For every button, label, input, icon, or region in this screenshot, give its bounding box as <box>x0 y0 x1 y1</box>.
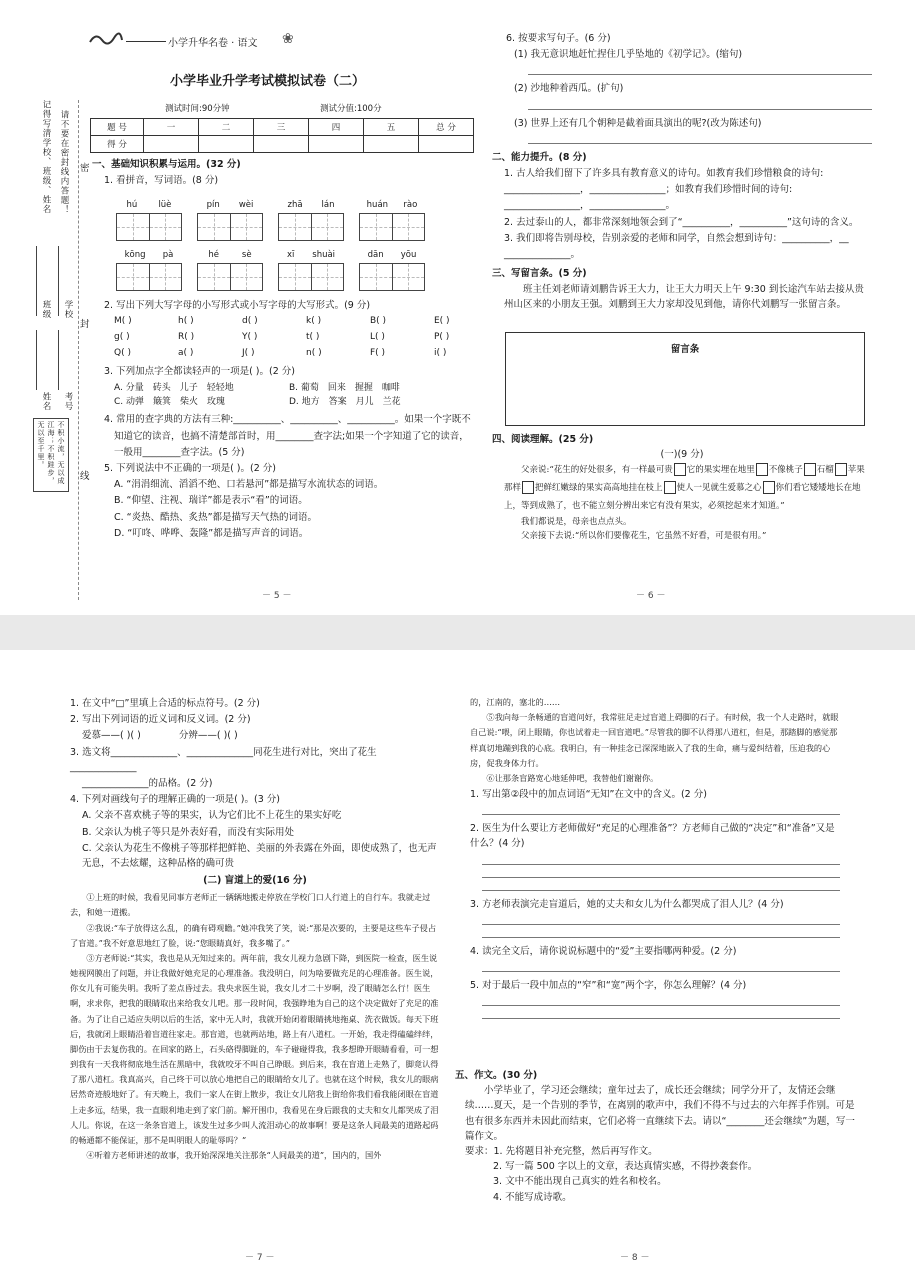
composition-section <box>455 1068 855 1205</box>
reading-fragment: 父亲说:“花生的好处很多，有一样最可贵 <box>521 465 673 476</box>
s2-q1a: 1. 古人给我们留下了许多具有教育意义的诗句。如教育我们珍惜粮食的诗句: <box>504 167 824 179</box>
punct-box[interactable] <box>835 463 847 476</box>
s2-q3b: ______________。 <box>504 248 581 260</box>
score-cell[interactable] <box>254 136 309 153</box>
sidebar-field-name-label: 姓名 <box>41 392 51 411</box>
question-1-4b: 知道它的读音，也搞不清楚部首时，用________查字法;如果一个字知道了它的读音， <box>114 430 469 442</box>
q3-options <box>92 381 484 410</box>
score-cell[interactable] <box>419 136 474 153</box>
series-rule <box>126 41 166 42</box>
reading-fragment: 把鲜红嫩绿的果实高高地挂在枝上 <box>535 483 663 494</box>
exam-sheet-top <box>0 0 915 615</box>
answer-line[interactable] <box>482 1018 840 1019</box>
pinyin-syllable: kōng <box>124 250 146 260</box>
sidebar-field-class-label: 班级 <box>41 300 51 319</box>
question-1-3: 3. 下列加点字全都读轻声的一项是( )。(2 分) <box>104 366 295 378</box>
reading-paragraph: ⑥让那条盲路宽心地延伸吧，我替他们谢谢你。 <box>486 772 659 783</box>
seal-line <box>78 100 79 600</box>
page-number: － 7 － <box>245 1253 275 1263</box>
score-table <box>90 118 474 153</box>
p7-question-1: 1. 在文中“□”里填上合适的标点符号。(2 分) <box>70 698 260 709</box>
pinyin-syllable: dān <box>367 250 384 260</box>
p8-question-2: 2. 医生为什么要让方老师做好“充足的心理准备”？方老师自己做的“决定”和“准备”又是什么？(4 分) <box>470 823 835 850</box>
pinyin-box[interactable] <box>197 200 263 241</box>
reading-fragment: 不像桃子 <box>768 465 803 476</box>
letter-item[interactable]: Q( ) <box>114 347 131 358</box>
option-b[interactable]: B. “仰望、注视、瑞详”都是表示“看”的词语。 <box>114 495 308 507</box>
pinyin-syllable: huán <box>366 200 389 210</box>
answer-line[interactable] <box>528 143 872 144</box>
question-1-4a: 4. 常用的查字典的方法有三种:__________、__________、__________。如果一个字既不 <box>104 414 471 426</box>
option-a[interactable]: A. 父亲不喜欢桃子等的果实，认为它们比不上花生的果实好吃 <box>82 810 342 822</box>
answer-line[interactable] <box>482 877 840 878</box>
s2-q2: 2. 去过泰山的人，都非常深刻地领会到了“__________，__________”这句诗的含义。 <box>504 216 859 228</box>
sidebar-note: 记得写清学校、班级、姓名 <box>41 100 51 214</box>
sidebar-field-school[interactable] <box>58 246 59 316</box>
page-7-content <box>70 695 440 1163</box>
score-header-cell: 五 <box>364 119 419 136</box>
letter-item[interactable]: d( ) <box>242 316 258 327</box>
letter-item[interactable]: M( ) <box>114 316 132 327</box>
p7-question-3b: ______________的品格。(2 分) <box>82 777 213 789</box>
option-c[interactable]: C. 父亲认为花生不像桃子等那样把鲜艳、美丽的外表露在外面，即使成熟了，也无声无息，不去炫耀，这种品格的确可贵 <box>82 842 437 869</box>
letter-item[interactable]: E( ) <box>434 316 450 327</box>
option-d[interactable]: D. 地方 答案 月儿 兰花 <box>289 397 401 408</box>
reading-paragraph: 的，江南的，塞北的…… <box>470 697 561 707</box>
p7-question-2: 2. 写出下列词语的近义词和反义词。(2 分) <box>70 714 251 726</box>
pinyin-syllable: yōu <box>400 250 417 260</box>
punct-box[interactable] <box>804 463 816 476</box>
pinyin-syllable: wèi <box>238 200 254 210</box>
reading-2-text <box>70 890 440 1163</box>
composition-req-title: 要求：1. 先将题目补充完整，然后再写作文。 <box>465 1145 658 1157</box>
letter-item[interactable]: t( ) <box>306 331 320 342</box>
answer-line[interactable] <box>482 924 840 925</box>
sidebar-field-id[interactable] <box>58 330 59 390</box>
reading-1-title: (一)(9 分) <box>660 449 704 461</box>
section-1-title: 一、基础知识积累与运用。(32 分) <box>92 159 241 170</box>
score-header-cell: 总 分 <box>419 119 474 136</box>
p8-question-3: 3. 方老师表演完走盲道后，她的丈夫和女儿为什么都哭成了泪人儿？(4 分) <box>470 898 784 910</box>
letter-item[interactable]: B( ) <box>370 316 387 327</box>
pinyin-syllable: sè <box>241 250 252 260</box>
punct-box[interactable] <box>763 481 775 494</box>
section-2-title: 二、能力提升。(8 分) <box>492 151 587 163</box>
pinyin-syllable: xī <box>286 250 295 260</box>
pinyin-syllable: zhā <box>287 200 303 210</box>
punct-box[interactable] <box>756 463 768 476</box>
pinyin-syllable: lán <box>321 200 335 210</box>
score-header-cell: 一 <box>144 119 199 136</box>
pinyin-box[interactable] <box>116 250 182 291</box>
sidebar-field-school-label: 学校 <box>63 300 73 319</box>
page-number: － 8 － <box>620 1253 650 1263</box>
option-b[interactable]: B. 父亲认为桃子等只是外表好看，而没有实际用处 <box>82 826 295 838</box>
reading-2-continued <box>470 695 840 786</box>
sidebar-field-class[interactable] <box>36 246 37 316</box>
page-6-content <box>492 30 872 314</box>
option-a[interactable]: A. 分量 砖头 儿子 轻轻地 <box>114 382 234 393</box>
seal-char: 封 <box>80 319 90 330</box>
reading-1-p2: 我们都说是，母亲也点点头。 <box>521 516 632 527</box>
option-a[interactable]: A. “涓涓细流、滔滔不绝、口若悬河”都是描写水流状态的词语。 <box>114 479 384 491</box>
reading-fragment: 石 <box>816 465 826 476</box>
composition-req: 2. 写一篇 500 字以上的文章，表达真情实感，不得抄袭套作。 <box>493 1161 758 1173</box>
question-1-1: 1. 看拼音，写词语。(8 分) <box>104 175 219 187</box>
exam-sheet-bottom <box>0 650 915 1280</box>
letter-item[interactable]: n( ) <box>306 347 322 358</box>
reading-paragraph: ⑤我向每一条畅通的盲道问好，我常驻足走过盲道上碍脚的石子。有时候，我一个人走路时，就眼自己说:“喂，闭上眼睛，你也试着走一回盲道吧。”尽管我的脚不认得那八道杠，但是，那踏脚的感觉那样真切地蹦到我的心底。我明白，有一种挂念已深深地嵌入了我的生命，痛与爱纠结着，压迫我的心房，促我身体力行。 <box>470 712 839 768</box>
letter-grid <box>92 314 484 361</box>
section-4-title: 四、阅读理解。(25 分) <box>492 434 594 445</box>
page-6-reading <box>492 432 872 543</box>
s3-prompt: 班主任刘老师请刘鹏告诉王大力，让王大力明天上午 9:30 到长途汽车站去接从贵州山区来的小朋友王强。刘鹏到王大力家却没见到他，请你代刘鹏写一张留言条。 <box>504 284 864 311</box>
reading-paragraph: ③方老师说:“其实，我也是从无知过来的。两年前，我女儿视力急剧下降，到医院一检查，医生说她视网膜出了问题，并让我做好她充足的心理准备。我没明白，问为啥要做充足的心理准备。医生说，你女儿有可能失明。我听了差点昏过去。我央求医生说，我女儿才二十岁啊，没了眼睛怎么行！医生啊，求求你，把我的眼睛取出来给我女儿吧。那一段时间，我强睁地为自己的这个决定做好了充足的准备。为了让自己适应失明以后的生活，家中无人时，我就开始闭着眼睛挑地拖桌、洗衣做饭。每天下班后，我就闭上眼睛沿着盲道往家走。那盲道，也就两站地，路上有八道杠。一开始，我走得磕磕绊绊，脚伤由于去复伤我的。在回家的路上，石头硌得脚趾的，车子碰碰得我，我多想睁开眼睛看看，可一想到我有一天我将彻底地生活在黑暗中，我就咬牙不叫自己睁眼。到后来，我在盲道上走熟了，脚竟认得了那八道杠。我真高兴，自己终于可以放心地把自己的眼睛给女儿了。也就在这个时候，我女儿的眼病居然奇迹般地好了。有天晚上，我们一家人在街上散步，我让女儿陪我上街给你我们看我能闭眼在盲道上走多远，结果，我一直眼利地走到了家门前。解开围巾，我看见在身后跟我的丈夫和女儿都哭成了泪人儿。你说，在这一条条盲道上，该发生过多少叫人流泪动心的故事啊！要是这条人间最美的道路起码的畅通都不能保证，那不是叫明眼人的耻辱吗？” <box>70 952 439 1145</box>
question-1-6: 6. 按要求写句子。(6 分) <box>506 33 611 44</box>
punct-box[interactable] <box>674 463 686 476</box>
section-5-title: 五、作文。(30 分) <box>455 1070 538 1081</box>
answer-line[interactable] <box>482 1005 840 1006</box>
answer-line[interactable] <box>482 890 840 891</box>
s2-q1b: ________________，________________；如教育我们珍惜时间的诗句: <box>504 184 793 196</box>
answer-line[interactable] <box>528 74 872 75</box>
letter-item[interactable]: g( ) <box>114 331 130 342</box>
test-score: 测试分值:100分 <box>320 104 382 114</box>
composition-req: 3. 文中不能出现自己真实的姓名和校名。 <box>493 1176 667 1188</box>
test-time: 测试时间:90分钟 <box>165 104 230 114</box>
p7-question-4: 4. 下列对画线句子的理解正确的一项是( )。(3 分) <box>70 794 280 806</box>
seal-char: 密 <box>80 163 90 174</box>
letter-item[interactable]: J( ) <box>242 347 255 358</box>
option-d[interactable]: D. “叮咚、哗哗、轰隆”都是描写声音的词语。 <box>114 527 309 539</box>
flower-icon: ❀ <box>282 31 294 47</box>
sidebar-warning: 请不要在密封线内答题！ <box>59 110 69 215</box>
pinyin-box[interactable] <box>359 250 425 291</box>
score-row-label: 得 分 <box>91 136 144 153</box>
pinyin-syllable: lüè <box>158 200 172 210</box>
p7-question-3a: 3. 选文将______________、______________同花生进行对比，突出了花生______________ <box>70 746 377 773</box>
letter-item[interactable]: L( ) <box>370 331 385 342</box>
reading-paragraph: ②我说:“车子放得这么乱，的确有碍观瞻。”她冲我笑了笑，说:“那是次要的，主要是这些车子侵占了盲道。”我不好意思地红了脸，说:“您眼睛真好，我多嘴了。” <box>70 922 437 948</box>
option-c[interactable]: C. “炎热、酷热、炙热”都是描写天气热的词语。 <box>114 511 318 523</box>
page-number: － 5 － <box>262 591 292 601</box>
pinyin-syllable: rào <box>403 200 418 210</box>
reading-fragment: 榴 <box>825 465 834 476</box>
score-header-cell: 题 号 <box>91 119 144 136</box>
score-cell[interactable] <box>199 136 254 153</box>
reading-paragraph: ①上班的时候，我看见同事方老师正一辆辆地搬走停放在学校门口人行道上的自行车。我就走过去，和她一道搬。 <box>70 892 431 918</box>
reading-fragment: 使人一见就生爱慕之心 <box>676 483 762 494</box>
p7-question-2-line[interactable]: 爱慕——( )( ) 分辨——( )( ) <box>82 730 238 742</box>
pinyin-syllable: pín <box>206 200 220 210</box>
series-name: 小学升华名卷 · 语文 <box>168 38 258 49</box>
pinyin-box[interactable] <box>278 200 344 241</box>
pinyin-syllable: pà <box>162 250 174 260</box>
note-box-title: 留言条 <box>670 344 700 355</box>
punct-box[interactable] <box>522 481 534 494</box>
page-8-content <box>470 695 840 1025</box>
reading-fragment: 苹果那样 <box>504 465 865 494</box>
letter-item[interactable]: h( ) <box>178 316 194 327</box>
pinyin-syllable: shuài <box>312 250 336 260</box>
letter-item[interactable]: k( ) <box>306 316 322 327</box>
pinyin-syllable: hé <box>208 250 220 260</box>
series-logo-icon <box>88 30 124 46</box>
score-cell[interactable] <box>144 136 199 153</box>
question-1-2: 2. 写出下列大写字母的小写形式或小写字母的大写形式。(9 分) <box>104 300 371 311</box>
sidebar-field-id-label: 考号 <box>63 392 73 411</box>
page-title: 小学毕业升学考试模拟试卷（二） <box>170 74 366 89</box>
reading-fragment: 们看它矮矮地长在地上，等到成熟了，也不能立刻分辨出来它有没有果实，必须挖起来才知道。” <box>504 483 861 512</box>
composition-req: 4. 不能写成诗歌。 <box>493 1191 572 1203</box>
pinyin-box[interactable] <box>116 200 182 241</box>
answer-line[interactable] <box>482 971 840 972</box>
p8-question-5: 5. 对于最后一段中加点的“窄”和“宽”两个字，你怎么理解？(4 分) <box>470 979 747 991</box>
letter-item[interactable]: a( ) <box>178 347 194 358</box>
composition-prompt: 小学毕业了，学习还会继续；童年过去了，成长还会继续；同学分开了，友情还会继续……夏天，是一个告别的季节，在离别的歌声中，我们不得不与过去的六年挥手作别。可是也有很多东西并未因此而结束，它们必将一直继续下去。请以“________还会继续”为题，写一篇作文。 <box>465 1085 855 1142</box>
letter-item[interactable]: P( ) <box>434 331 450 342</box>
reading-1-text <box>492 462 872 516</box>
letter-item[interactable]: i( ) <box>434 347 447 358</box>
option-c[interactable]: C. 动弹 簸箕 柴火 玫瑰 <box>114 397 226 408</box>
sidebar-proverb-box: 不积小流，无以成江海；不积跬步，无以至千里。 <box>33 418 69 492</box>
letter-item[interactable]: Y( ) <box>242 331 258 342</box>
reading-2-title: (二) 盲道上的爱(16 分) <box>203 875 307 887</box>
sidebar-field-name[interactable] <box>36 330 37 390</box>
q6-item-3: (3) 世界上还有几个朝种是截着面具演出的呢?(改为陈述句) <box>514 117 762 129</box>
page-5-content-lower <box>92 297 484 542</box>
seal-char: 线 <box>80 471 90 482</box>
reading-fragment: 你 <box>775 483 785 494</box>
q6-item-1: (1) 我无意识地赶忙捏住几乎坠地的《初学记》。(缩句) <box>514 49 743 61</box>
question-1-5: 5. 下列说法中不正确的一项是( )。(2 分) <box>104 462 276 474</box>
score-cell[interactable] <box>364 136 419 153</box>
page-number: － 6 － <box>636 591 666 601</box>
pinyin-box[interactable] <box>359 200 425 241</box>
letter-item[interactable]: F( ) <box>370 347 386 358</box>
s2-q1c: ________________，________________。 <box>504 200 676 212</box>
answer-line[interactable] <box>482 937 840 938</box>
page-5-content <box>92 157 484 189</box>
reading-fragment: 它的果实埋在地里 <box>686 465 755 476</box>
section-3-title: 三、写留言条。(5 分) <box>492 268 587 280</box>
answer-line[interactable] <box>482 864 840 865</box>
s2-q3a: 3. 我们即将告别母校，告别亲爱的老师和同学，自然会想到诗句：__________，__ <box>504 232 849 244</box>
answer-line[interactable] <box>528 109 872 110</box>
p8-question-4: 4. 读完全文后，请你说说标题中的“爱”主要指哪两种爱。(2 分) <box>470 945 737 957</box>
answer-line[interactable] <box>482 814 840 815</box>
reading-1-p3: 父亲接下去说:“所以你们要像花生，它虽然不好看，可是很有用。” <box>521 530 767 541</box>
q6-item-2: (2) 沙地种着西瓜。(扩句) <box>514 83 624 95</box>
p8-question-1: 1. 写出第②段中的加点词语“无知”在文中的含义。(2 分) <box>470 789 707 801</box>
note-box[interactable] <box>505 332 865 426</box>
punct-box[interactable] <box>664 481 676 494</box>
score-header-cell: 三 <box>254 119 309 136</box>
letter-item[interactable]: R( ) <box>178 331 195 342</box>
reading-paragraph: ④听着方老师讲述的故事，我开始深深地关注那条“人间最美的道”，国内的，国外 <box>86 1150 382 1161</box>
score-cell[interactable] <box>309 136 364 153</box>
score-header-cell: 二 <box>199 119 254 136</box>
question-1-4c: 一般用________查字法。(5 分) <box>114 446 245 458</box>
option-b[interactable]: B. 葡萄 回来 握握 咖啡 <box>289 382 400 393</box>
pinyin-box[interactable] <box>197 250 263 291</box>
score-header-cell: 四 <box>309 119 364 136</box>
pinyin-box[interactable] <box>278 250 344 291</box>
pinyin-syllable: hú <box>126 200 138 210</box>
